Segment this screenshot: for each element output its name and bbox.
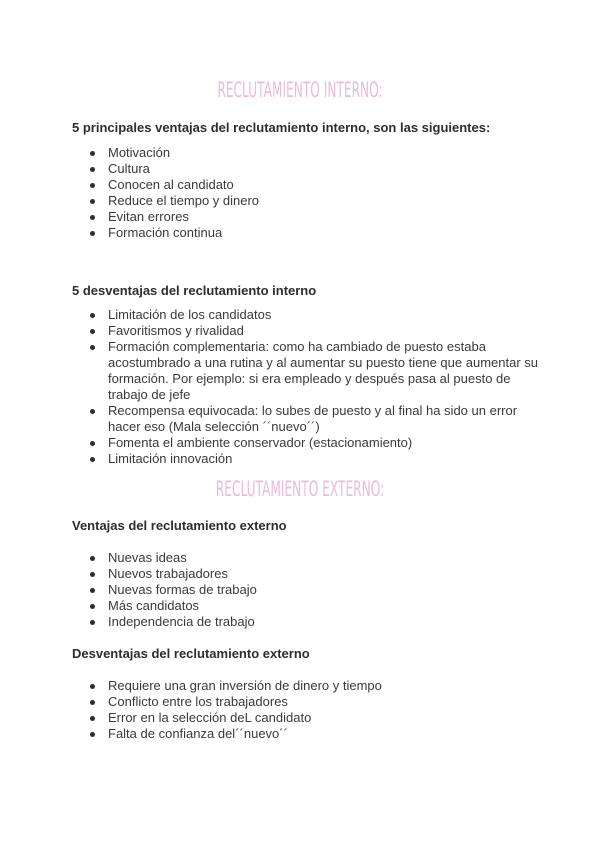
list-ventajas-interno — [72, 145, 542, 241]
title-reclutamiento-externo: RECLUTAMIENTO EXTERNO: — [215, 477, 385, 501]
list-item: Recompensa equivocada: lo subes de puesto y al final ha sido un error hacer eso (Mala selección ´´nuevo´´) — [72, 403, 542, 435]
list-item: Error en la selección deL candidato — [72, 710, 542, 726]
heading-desventajas-externo: Desventajas del reclutamiento externo — [72, 646, 310, 661]
list-item: Requiere una gran inversión de dinero y tiempo — [72, 678, 542, 694]
list-ventajas-externo — [72, 550, 542, 630]
heading-ventajas-interno: 5 principales ventajas del reclutamiento interno, son las siguientes: — [72, 120, 491, 135]
list-item: Motivación — [72, 145, 542, 161]
list-desventajas-externo — [72, 678, 542, 742]
list-item: Independencia de trabajo — [72, 614, 542, 630]
list-item: Formación continua — [72, 225, 542, 241]
list-item: Nuevas formas de trabajo — [72, 582, 542, 598]
list-item: Evitan errores — [72, 209, 542, 225]
list-item: Fomenta el ambiente conservador (estacionamiento) — [72, 435, 542, 451]
list-item: Reduce el tiempo y dinero — [72, 193, 542, 209]
list-item: Conocen al candidato — [72, 177, 542, 193]
list-item: Formación complementaria: como ha cambiado de puesto estaba acostumbrado a una rutina y al aumentar su puesto tiene que aumentar su formación. Por ejemplo: si era empleado y después pasa al puesto de trabajo de jefe — [72, 339, 542, 403]
list-item: Nuevas ideas — [72, 550, 542, 566]
list-item: Conflicto entre los trabajadores — [72, 694, 542, 710]
list-item: Falta de confianza del´´nuevo´´ — [72, 726, 542, 742]
list-desventajas-interno — [72, 307, 542, 467]
list-item: Más candidatos — [72, 598, 542, 614]
title-reclutamiento-interno: RECLUTAMIENTO INTERNO: — [217, 78, 383, 102]
heading-desventajas-interno: 5 desventajas del reclutamiento interno — [72, 283, 317, 298]
list-item: Cultura — [72, 161, 542, 177]
list-item: Nuevos trabajadores — [72, 566, 542, 582]
list-item: Limitación de los candidatos — [72, 307, 542, 323]
heading-ventajas-externo: Ventajas del reclutamiento externo — [72, 518, 287, 533]
list-item: Limitación innovación — [72, 451, 542, 467]
list-item: Favoritismos y rivalidad — [72, 323, 542, 339]
